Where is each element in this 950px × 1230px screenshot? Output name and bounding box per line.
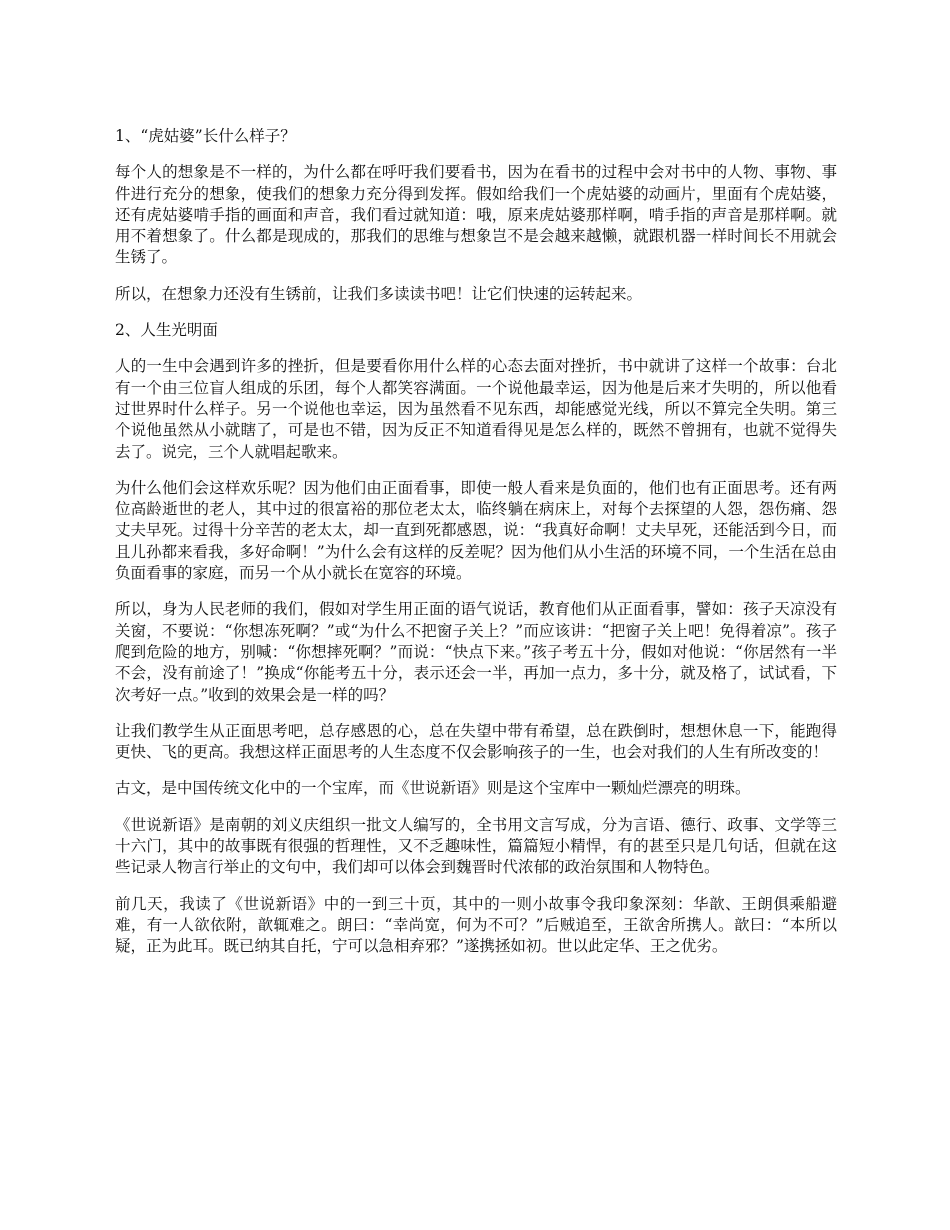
document-body <box>115 126 837 973</box>
paragraph: 所以，身为人民老师的我们，假如对学生用正面的语气说话，教育他们从正面看事，譬如：孩子天凉没有关窗，不要说：“你想冻死啊？”或“为什么不把窗子关上？”而应该讲：“把窗子关上吧！免得着凉”。孩子爬到危险的地方，别喊：“你想摔死啊？”而说：“快点下来。”孩子考五十分，假如对他说：“你居然有一半不会，没有前途了！”换成“你能考五十分，表示还会一半，再加一点力，多十分，就及格了，试试看，下次考好一点。”收到的效果会是一样的吗？ <box>115 600 837 704</box>
paragraph: 让我们教学生从正面思考吧，总存感恩的心，总在失望中带有希望，总在跌倒时，想想休息一下，能跑得更快、飞的更高。我想这样正面思考的人生态度不仅会影响孩子的一生，也会对我们的人生有所改变的！ <box>115 721 837 762</box>
paragraph: 为什么他们会这样欢乐呢？因为他们由正面看事，即使一般人看来是负面的，他们也有正面思考。还有两位高龄逝世的老人，其中过的很富裕的那位老太太，临终躺在病床上，对每个去探望的人怨，怨伤痛、怨丈夫早死。过得十分辛苦的老太太，却一直到死都感恩，说：“我真好命啊！丈夫早死，还能活到今日，而且儿孙都来看我，多好命啊！”为什么会有这样的反差呢？因为他们从小生活的环境不同，一个生活在总由负面看事的家庭，而另一个从小就长在宽容的环境。 <box>115 478 837 583</box>
paragraph: 前几天，我读了《世说新语》中的一到三十页，其中的一则小故事令我印象深刻：华歆、王朗俱乘船避难，有一人欲依附，歆辄难之。朗曰：“幸尚宽，何为不可？”后贼追至，王欲舍所携人。歆曰：“本所以疑，正为此耳。既已纳其自托，宁可以急相弃邪？”遂携拯如初。世以此定华、王之优劣。 <box>115 894 837 956</box>
paragraph: 人的一生中会遇到许多的挫折，但是要看你用什么样的心态去面对挫折，书中就讲了这样一个故事：台北有一个由三位盲人组成的乐团，每个人都笑容满面。一个说他最幸运，因为他是后来才失明的，所以他看过世界时什么样子。另一个说他也幸运，因为虽然看不见东西，却能感觉光线，所以不算完全失明。第三个说他虽然从小就瞎了，可是也不错，因为反正不知道看得见是怎么样的，既然不曾拥有，也就不觉得失去了。说完，三个人就唱起歌来。 <box>115 357 837 461</box>
paragraph: 《世说新语》是南朝的刘义庆组织一批文人编写的，全书用文言写成，分为言语、德行、政事、文学等三十六门，其中的故事既有很强的哲理性，又不乏趣味性，篇篇短小精悍，有的甚至只是几句话，但就在这些记录人物言行举止的文句中，我们却可以体会到魏晋时代浓郁的政治氛围和人物特色。 <box>115 815 837 877</box>
paragraph: 古文，是中国传统文化中的一个宝库，而《世说新语》则是这个宝库中一颗灿烂漂亮的明珠。 <box>115 779 751 798</box>
paragraph: 每个人的想象是不一样的，为什么都在呼吁我们要看书，因为在看书的过程中会对书中的人物、事物、事件进行充分的想象，使我们的想象力充分得到发挥。假如给我们一个虎姑婆的动画片，里面有个虎姑婆，还有虎姑婆啃手指的画面和声音，我们看过就知道：哦，原来虎姑婆那样啊，啃手指的声音是那样啊。就用不着想象了。什么都是现成的，那我们的思维与想象岂不是会越来越懒，就跟机器一样时间长不用就会生锈了。 <box>115 163 837 267</box>
section-heading-2: 2、人生光明面 <box>115 321 218 340</box>
paragraph: 所以，在想象力还没有生锈前，让我们多读读书吧！让它们快速的运转起来。 <box>115 284 643 303</box>
section-heading-1: 1、“虎姑婆”长什么样子？ <box>115 127 296 145</box>
